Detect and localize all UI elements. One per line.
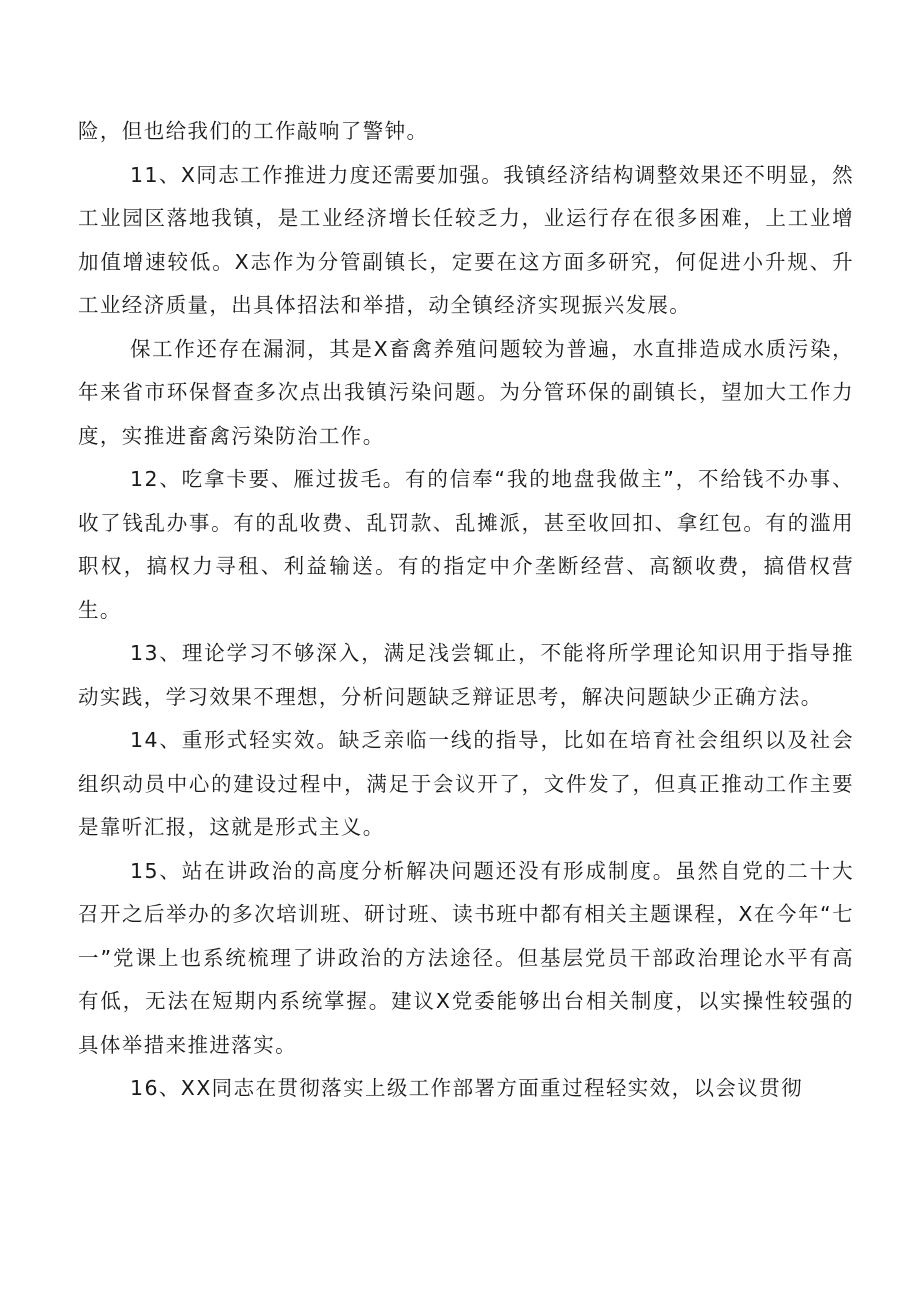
paragraph-environmental-protection: 保工作还存在漏洞，其是X畜禽养殖问题较为普遍，水直排造成水质污染，年来省市环保督查多次点出我镇污染问题。为分管环保的副镇长，望加大工作力度，实推进畜禽污染防治工作。: [78, 336, 854, 448]
paragraph-item-16: 16、XX同志在贯彻落实上级工作部署方面重过程轻实效，以会议贯彻: [130, 1076, 803, 1100]
paragraph-item-11: 11、X同志工作推进力度还需要加强。我镇经济结构调整效果还不明显，然工业园区落地我镇，是工业经济增长任较乏力，业运行存在很多困难，上工业增加值增速较低。X志作为分管副镇长，定要在这方面多研究，何促进小升规、升工业经济质量，出具体招法和举措，动全镇经济实现振兴发展。: [78, 162, 854, 317]
document-body: [78, 110, 854, 1111]
paragraph-continuation: 险，但也给我们的工作敲响了警钟。: [78, 119, 429, 143]
paragraph-item-12: 12、吃拿卡要、雁过拔毛。有的信奉“我的地盘我做主”，不给钱不办事、收了钱乱办事。有的乱收费、乱罚款、乱摊派，甚至收回扣、拿红包。有的滥用职权，搞权力寻租、利益输送。有的指定中介垄断经营、高额收费，搞借权营生。: [78, 467, 854, 622]
paragraph-item-15: 15、站在讲政治的高度分析解决问题还没有形成制度。虽然自党的二十大召开之后举办的多次培训班、研讨班、读书班中都有相关主题课程，X在今年“七一”党课上也系统梳理了讲政治的方法途径。但基层党员干部政治理论水平有高有低，无法在短期内系统掌握。建议X党委能够出台相关制度，以实操性较强的具体举措来推进落实。: [78, 858, 854, 1057]
paragraph-item-14: 14、重形式轻实效。缺乏亲临一线的指导，比如在培育社会组织以及社会组织动员中心的建设过程中，满足于会议开了，文件发了，但真正推动工作主要是靠听汇报，这就是形式主义。: [78, 728, 854, 839]
paragraph-item-13: 13、理论学习不够深入，满足浅尝辄止，不能将所学理论知识用于指导推动实践，学习效果不理想，分析问题缺乏辩证思考，解决问题缺少正确方法。: [78, 641, 854, 709]
